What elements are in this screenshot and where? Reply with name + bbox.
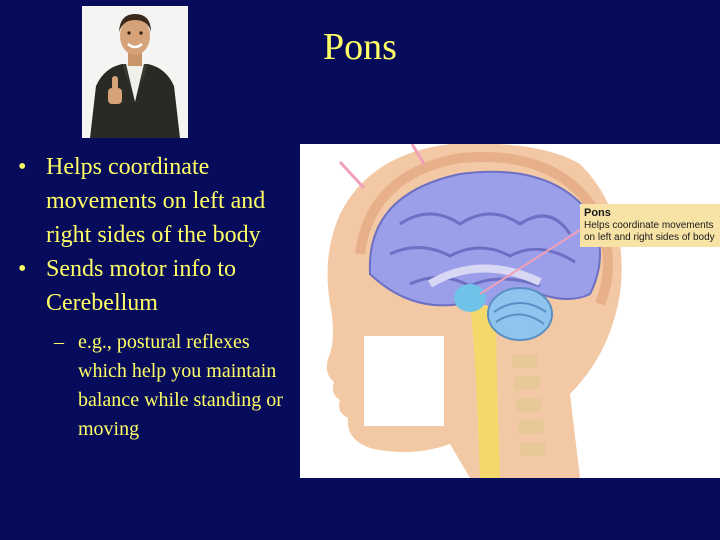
bullet-text: Sends motor info to Cerebellum bbox=[46, 256, 236, 316]
callout-text: Helps coordinate movements on left and right sides of body bbox=[584, 220, 715, 243]
slide-title: Pons bbox=[323, 26, 397, 68]
blank-image-region bbox=[364, 336, 444, 426]
bullet-marker: • bbox=[18, 154, 27, 180]
person-thumbs-up-photo bbox=[82, 6, 188, 138]
bullet-text: Helps coordinate movements on left and right sides of the body bbox=[46, 154, 266, 248]
sub-bullet-item bbox=[18, 328, 298, 444]
sub-bullet-marker: – bbox=[54, 331, 64, 353]
bullet-marker: • bbox=[18, 256, 27, 282]
callout-title: Pons bbox=[584, 207, 611, 219]
bullet-list bbox=[18, 150, 298, 444]
sub-bullet-text: e.g., postural reflexes which help you maintain balance while standing or moving bbox=[78, 331, 283, 440]
bullet-item bbox=[18, 252, 298, 320]
pons-callout bbox=[580, 204, 720, 247]
brain-sagittal-diagram bbox=[300, 144, 720, 478]
bullet-item bbox=[18, 150, 298, 252]
